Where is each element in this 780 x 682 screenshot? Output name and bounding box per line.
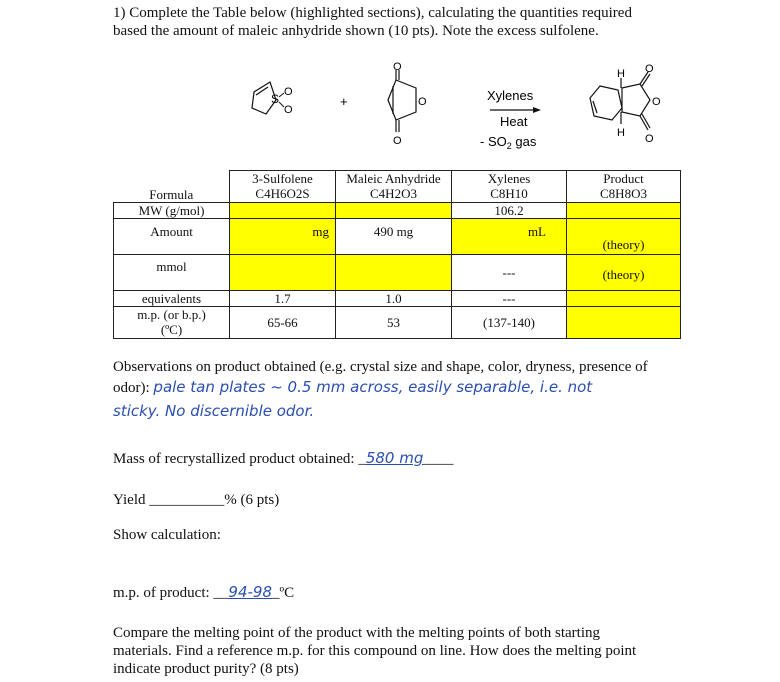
observations-line2: odor): pale tan plates ~ 0.5 mm across, easily separable, i.e. not xyxy=(113,378,593,396)
cell-eq-product[interactable] xyxy=(567,291,681,307)
cell-eq-sulfolene: 1.7 xyxy=(230,291,336,307)
compare-line1: Compare the melting point of the product with the melting points of both starting xyxy=(113,625,601,641)
cell-eq-xylenes: --- xyxy=(452,291,567,307)
condition-heat: Heat xyxy=(500,114,528,129)
sulfolene-O-top: O xyxy=(284,86,293,98)
cell-mp-product[interactable] xyxy=(567,307,681,339)
observations-answer-1[interactable]: pale tan plates ~ 0.5 mm across, easily separable, i.e. not xyxy=(153,378,593,396)
row-label-amount: Amount xyxy=(114,219,230,255)
question-1-text xyxy=(113,4,713,40)
col-header-xylenes: Xylenes C8H10 xyxy=(452,171,567,203)
maleic-O-top: O xyxy=(393,61,402,73)
mp-product-suffix: _ºC xyxy=(272,585,295,601)
sulfolene-O-bottom: O xyxy=(284,104,293,116)
observations-block xyxy=(113,358,713,420)
question-1-line1: 1) Complete the Table below (highlighted sections), calculating the quantities required xyxy=(113,5,632,21)
product-O-top: O xyxy=(645,63,654,75)
row-label-mmol: mmol xyxy=(114,255,230,291)
row-label-mw: MW (g/mol) xyxy=(114,203,230,219)
mass-answer[interactable]: 580 mg xyxy=(365,449,424,467)
row-label-formula: Formula xyxy=(114,171,230,203)
cell-eq-maleic: 1.0 xyxy=(336,291,452,307)
reagent-table xyxy=(113,170,681,339)
mp-product-line xyxy=(113,583,294,602)
table-row-mp xyxy=(114,307,681,339)
cell-amount-product[interactable]: (theory) xyxy=(567,219,681,255)
reaction-scheme xyxy=(240,60,680,170)
question-1-line2: based the amount of maleic anhydride shown (10 pts). Note the excess sulfolene. xyxy=(113,23,599,39)
product-H-bottom: H xyxy=(617,127,625,139)
mass-trail: ____ xyxy=(423,451,454,467)
reaction-arrowhead xyxy=(533,107,541,113)
mass-label: Mass of recrystallized product obtained: _ xyxy=(113,451,366,467)
cell-mp-maleic: 53 xyxy=(336,307,452,339)
yield-blank[interactable]: __________ xyxy=(149,492,225,508)
compare-line3: indicate product purity? (8 pts) xyxy=(113,661,299,677)
plus-sign: + xyxy=(340,94,348,109)
compare-line2: materials. Find a reference m.p. for this compound on line. How does the melting point xyxy=(113,643,637,659)
table-row-mmol xyxy=(114,255,681,291)
cell-mw-product[interactable] xyxy=(567,203,681,219)
cell-mmol-product[interactable]: (theory) xyxy=(567,255,681,291)
col-header-sulfolene: 3-Sulfolene C4H6O2S xyxy=(230,171,336,203)
col-header-product: Product C8H8O3 xyxy=(567,171,681,203)
product-structure xyxy=(590,72,650,130)
observations-answer-2[interactable]: sticky. No discernible odor. xyxy=(113,402,315,420)
col-header-maleic: Maleic Anhydride C4H2O3 xyxy=(336,171,452,203)
mp-product-answer[interactable]: 94-98 xyxy=(228,583,272,601)
sulfolene-S-atom: S xyxy=(271,92,280,106)
cell-mp-sulfolene: 65-66 xyxy=(230,307,336,339)
maleic-anhydride-structure xyxy=(388,70,416,132)
product-O-ring: O xyxy=(652,96,661,108)
cell-mw-maleic[interactable] xyxy=(336,203,452,219)
mass-line xyxy=(113,449,453,468)
row-label-mp: m.p. (or b.p.) (ºC) xyxy=(114,307,230,339)
product-H-top: H xyxy=(617,68,625,80)
cell-mmol-sulfolene[interactable] xyxy=(230,255,336,291)
cell-mmol-xylenes: --- xyxy=(452,255,567,291)
cell-amount-xylenes[interactable]: mL xyxy=(452,219,567,255)
table-row-mw xyxy=(114,203,681,219)
table-row-amount xyxy=(114,219,681,255)
maleic-O-bottom: O xyxy=(393,135,402,147)
table-header-row xyxy=(114,171,681,203)
cell-mw-sulfolene[interactable] xyxy=(230,203,336,219)
table-row-equivalents xyxy=(114,291,681,307)
cell-mp-xylenes: (137-140) xyxy=(452,307,567,339)
yield-line xyxy=(113,491,279,509)
mp-product-label: m.p. of product: __ xyxy=(113,585,229,601)
reagent-xylenes: Xylenes xyxy=(487,88,534,103)
observations-prompt: Observations on product obtained (e.g. crystal size and shape, color, dryness, presence of xyxy=(113,359,648,375)
maleic-O-ring: O xyxy=(418,96,427,108)
byproduct-so2: - $SO_2$ gas xyxy=(480,134,537,151)
cell-amount-maleic: 490 mg xyxy=(336,219,452,255)
cell-mw-xylenes: 106.2 xyxy=(452,203,567,219)
cell-mmol-maleic[interactable] xyxy=(336,255,452,291)
cell-amount-sulfolene[interactable]: mg xyxy=(230,219,336,255)
show-calculation-label: Show calculation: xyxy=(113,527,221,543)
yield-suffix: % (6 pts) xyxy=(224,492,280,508)
row-label-equivalents: equivalents xyxy=(114,291,230,307)
product-O-bottom: O xyxy=(645,133,654,145)
yield-label: Yield xyxy=(113,492,150,508)
compare-question xyxy=(113,624,733,678)
